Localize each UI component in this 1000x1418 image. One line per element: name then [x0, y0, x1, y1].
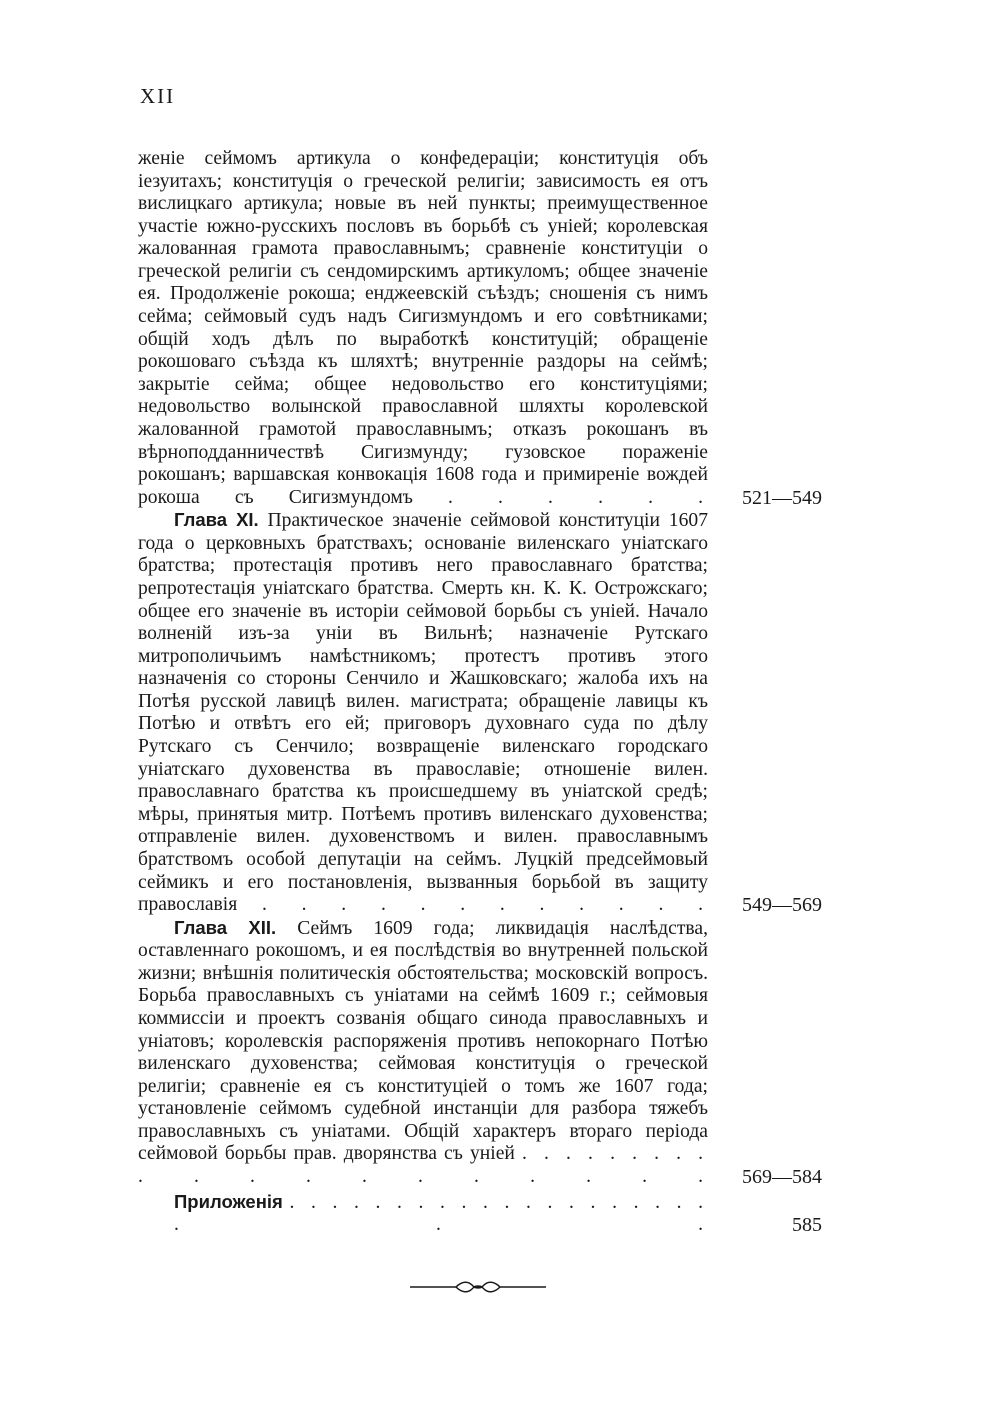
dot-leader: . . . . . . . . . . . . . . . . . . . . . . . — [174, 1191, 708, 1236]
toc-entry-continuation — [138, 148, 822, 509]
toc-entry-text — [138, 148, 708, 509]
dot-leader: . . . . . . . . . . . . . . . . . . . . — [138, 1143, 709, 1188]
entry-description: Сеймъ 1609 года; ликвидація наслѣдства, оставленнаго рокошомъ, и ея послѣдствія во внутренней польской жизни; внѣшнія политическія обстоятельства; московскій вопросъ. Борьба православныхъ съ уніатами на сеймѣ 1609 г.; сеймовыя коммиссіи и проектъ созванія общаго синода православныхъ и уніатовъ; королевскія распоряженія противъ непокорнаго Потѣю виленскаго духовенства; сеймовая конституція о греческой религіи; сравненіе ея съ конституціей о томъ же 1607 года; установленіе сеймомъ судебной инстанціи для разбора тяжебъ православныхъ съ уніатами. Общій характеръ втораго періода сеймовой борьбы прав. дворянства съ уніей — [138, 917, 708, 1165]
page-range: 521—549 — [742, 486, 822, 509]
ornament-divider — [408, 1280, 548, 1294]
page-range: 549—569 — [742, 894, 822, 917]
dot-leader: . . . . . . — [448, 486, 708, 508]
entry-description: Практическое значеніе сеймовой конституціи 1607 года о церковныхъ братствахъ; основаніе виленскаго уніатскаго братства; протестація противъ него православнаго братства; репротестація уніатскаго братства. Смерть кн. К. К. Острожскаго; общее его значеніе въ исторіи сеймовой борьбы съ уніей. Начало волненій изъ-за уніи въ Вильнѣ; назначеніе Рутскаго митрополичьимъ намѣстникомъ; протестъ противъ этого назначенія со стороны Сенчило и Жашковскаго; жалоба ихъ на Потѣя русской лавицѣ вилен. магистрата; обращеніе лавицы къ Потѣю и отвѣтъ его ей; приговоръ духовнаго суда по дѣлу Рутскаго съ Сенчило; возвращеніе виленскаго городскаго уніатскаго духовенства въ православіе; отношеніе вилен. православнаго братства къ происшедшему въ уніатской средѣ; мѣры, принятыя митр. Потѣемъ противъ виленскаго духовенства; отправленіе вилен. духовенствомъ и вилен. православнымъ братствомъ особой депутаціи на сеймъ. Луцкій предсеймовый сеймикъ и его постановленія, вызванныя борьбой въ защиту православія — [138, 510, 708, 916]
page-range: 585 — [792, 1214, 822, 1237]
toc-entry-text — [138, 509, 708, 916]
toc-entry-chapter-11 — [138, 509, 822, 916]
chapter-heading: Глава XII. — [174, 916, 277, 938]
toc-entry-chapter-12 — [138, 917, 822, 1189]
dot-leader: . . . . . . . . . . . . — [262, 894, 708, 916]
page-number: XII — [140, 84, 176, 108]
chapter-heading: Глава XI. — [174, 509, 259, 531]
table-of-contents — [138, 148, 822, 1237]
entry-description: женіе сеймомъ артикула о конфедераціи; конституція объ іезуитахъ; конституція о греческой религіи; зависимость ея отъ вислицкаго артикула; новые въ ней пункты; преимущественное участіе южно-русскихъ пословъ въ борьбѣ съ уніей; королевская жалованная грамота православнымъ; сравненіе конституціи о греческой религіи съ сендомирскимъ артикуломъ; общее значеніе ея. Продолженіе рокоша; енджеевскій съѣздъ; сношенія съ нимъ сейма; сеймовый судъ надъ Сигизмундомъ и его совѣтниками; общій ходъ дѣлъ по выработкѣ конституцій; обращеніе рокошоваго съѣзда къ шляхтѣ; внутренніе раздоры на сеймѣ; закрытіе сейма; общее недовольство его конституціями; недовольство волынской православной шляхты королевской жалованной грамотой православнымъ; отказъ рокошанъ въ вѣрноподданничествѣ Сигизмунду; гузовское пораженіе рокошанъ; варшавская конвокація 1608 года и примиреніе вождей рокоша съ Сигизмундомъ — [138, 148, 708, 508]
toc-entry-text — [138, 917, 708, 1189]
toc-entry-text — [138, 1191, 708, 1237]
toc-entry-appendix — [138, 1191, 822, 1237]
appendix-heading: Приложенія — [174, 1190, 283, 1212]
page-range: 569—584 — [742, 1166, 822, 1189]
